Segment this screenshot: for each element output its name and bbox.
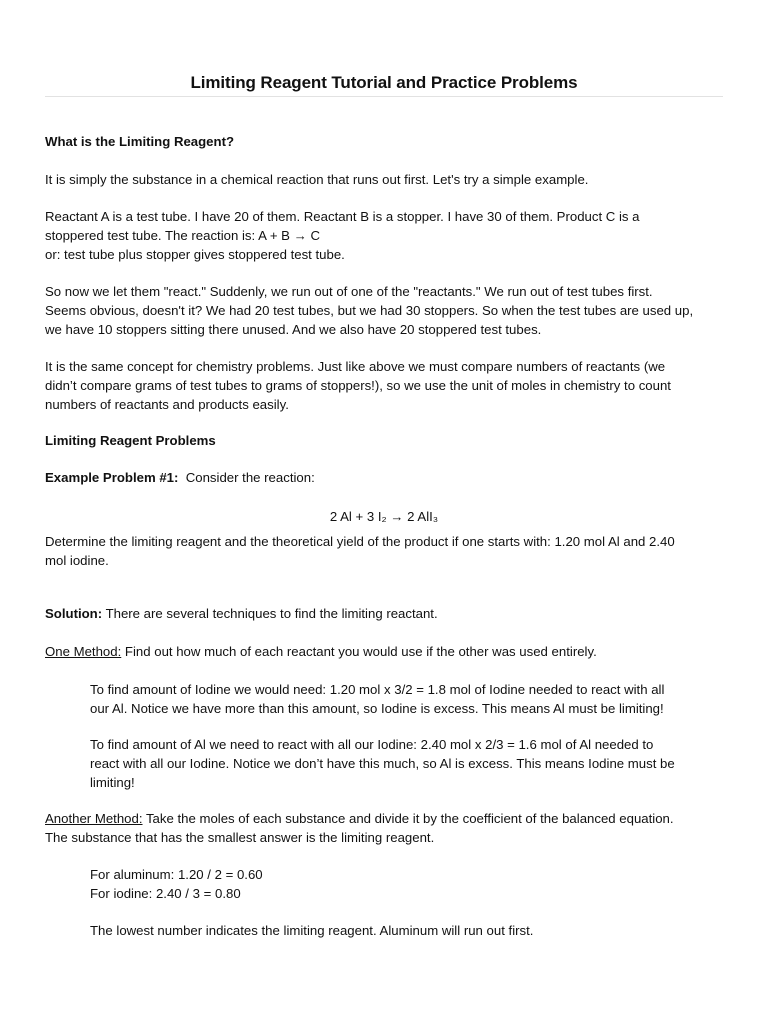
al-need-paragraph bbox=[90, 735, 730, 792]
iodine-need-line-2: our Al. Notice we have more than this amount, so Iodine is excess. This means Al must be limiting! bbox=[90, 701, 664, 716]
title-divider bbox=[45, 96, 723, 97]
react-line-3: we have 10 stoppers sitting there unused. And we also have 20 stoppered test tubes. bbox=[45, 322, 542, 337]
react-line-2: Seems obvious, doesn't it? We had 20 test tubes, but we had 30 stoppers. So when the test tubes are used up, bbox=[45, 303, 694, 318]
method-two-line-2: The substance that has the smallest answer is the limiting reagent. bbox=[45, 830, 435, 845]
al-need-line-2: react with all our Iodine. Notice we don’t have this much, so Al is excess. This means Iodine must be bbox=[90, 756, 675, 771]
determine-line-2: mol iodine. bbox=[45, 553, 109, 568]
solution-label: Solution: bbox=[45, 606, 103, 621]
calc-aluminum: For aluminum: 1.20 / 2 = 0.60 bbox=[90, 867, 263, 882]
react-line-1: So now we let them "react." Suddenly, we run out of one of the "reactants." We run out of test tubes first. bbox=[45, 284, 653, 299]
example-paragraph bbox=[45, 207, 735, 264]
concept-paragraph bbox=[45, 357, 735, 414]
calc-iodine: For iodine: 2.40 / 3 = 0.80 bbox=[90, 886, 241, 901]
concept-line-1: It is the same concept for chemistry problems. Just like above we must compare numbers of reactants (we bbox=[45, 359, 666, 374]
method-two-paragraph bbox=[45, 809, 735, 847]
conclusion-paragraph: The lowest number indicates the limiting reagent. Aluminum will run out first. bbox=[90, 923, 534, 938]
method-two-label: Another Method: bbox=[45, 811, 143, 826]
determine-line-1: Determine the limiting reagent and the theoretical yield of the product if one starts with: 1.20 mol Al and 2.40 bbox=[45, 534, 675, 549]
determine-paragraph bbox=[45, 532, 735, 570]
iodine-need-paragraph bbox=[90, 680, 730, 718]
section-heading-what-is: What is the Limiting Reagent? bbox=[45, 134, 235, 149]
solution-paragraph bbox=[45, 604, 735, 623]
method-two-text: Take the moles of each substance and divide it by the coefficient of the balanced equation. bbox=[142, 811, 674, 826]
iodine-need-line-1: To find amount of Iodine we would need: 1.20 mol x 3/2 = 1.8 mol of Iodine needed to react with all bbox=[90, 682, 665, 697]
concept-line-2: didn’t compare grams of test tubes to grams of stoppers!), so we use the unit of moles in chemistry to count bbox=[45, 378, 671, 393]
intro-paragraph: It is simply the substance in a chemical reaction that runs out first. Let's try a simple example. bbox=[45, 172, 589, 187]
reaction-equation: 2 Al + 3 I₂ → 2 AlI₃ bbox=[329, 509, 439, 524]
example-line-3: or: test tube plus stopper gives stoppered test tube. bbox=[45, 247, 345, 262]
method-one-paragraph bbox=[45, 642, 735, 661]
example-problem-label: Example Problem #1: bbox=[45, 470, 179, 485]
method-one-text: Find out how much of each reactant you would use if the other was used entirely. bbox=[121, 644, 597, 659]
method-one-label: One Method: bbox=[45, 644, 122, 659]
section-heading-problems: Limiting Reagent Problems bbox=[45, 433, 216, 448]
al-need-line-1: To find amount of Al we need to react with all our Iodine: 2.40 mol x 2/3 = 1.6 mol of Al needed to bbox=[90, 737, 654, 752]
solution-text: There are several techniques to find the limiting reactant. bbox=[102, 606, 438, 621]
example-problem-1 bbox=[45, 468, 735, 487]
al-need-line-3: limiting! bbox=[90, 775, 135, 790]
example-problem-text: Consider the reaction: bbox=[178, 470, 315, 485]
concept-line-3: numbers of reactants and products easily. bbox=[45, 397, 289, 412]
example-line-2: stoppered test tube. The reaction is: A + B → C bbox=[45, 228, 321, 243]
react-paragraph bbox=[45, 282, 735, 339]
page-title: Limiting Reagent Tutorial and Practice Problems bbox=[190, 73, 578, 92]
example-line-1: Reactant A is a test tube. I have 20 of them. Reactant B is a stopper. I have 30 of them. Product C is a bbox=[45, 209, 640, 224]
calculation-block bbox=[90, 865, 730, 903]
